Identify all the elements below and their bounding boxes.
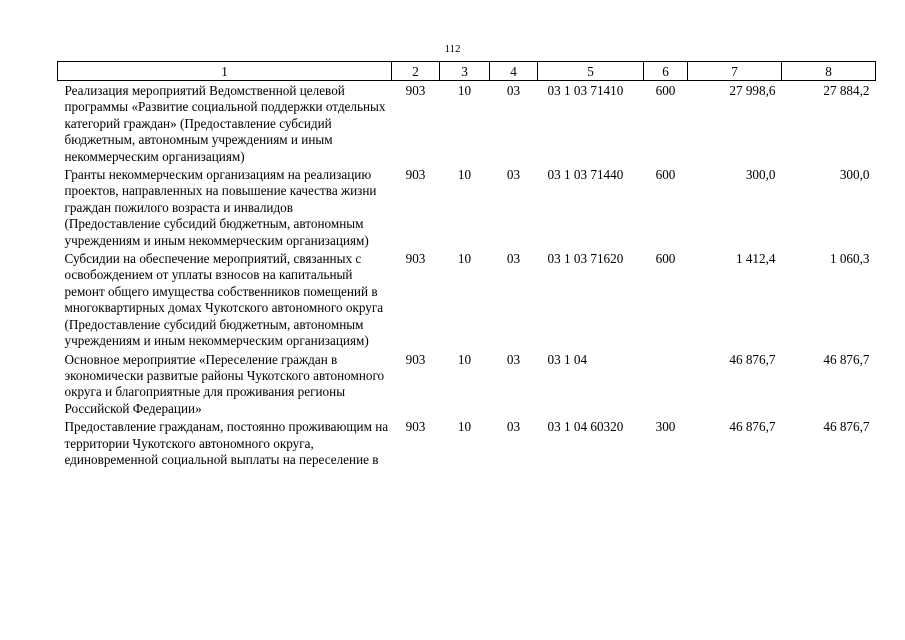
row-ministry: 903: [405, 351, 426, 367]
row-amount-fact: 46 876,7: [823, 351, 870, 367]
row-amount-plan: 300,0: [745, 167, 776, 183]
header-col-8: 8: [782, 62, 876, 81]
row-subsection: 03: [506, 351, 521, 367]
budget-table: [57, 61, 876, 468]
header-col-3: 3: [440, 62, 490, 81]
row-name: Предоставление гражданам, постоянно проживающим на территории Чукотского автономного округа, единовременной социальной выплаты на переселение в: [64, 419, 389, 467]
row-ministry: 903: [405, 167, 426, 183]
header-col-1: 1: [58, 62, 392, 81]
row-section: 10: [457, 251, 472, 267]
header-col-5: 5: [538, 62, 644, 81]
header-col-2: 2: [392, 62, 440, 81]
row-subsection: 03: [506, 167, 521, 183]
table-row: [58, 350, 876, 418]
row-amount-plan: 46 876,7: [729, 351, 776, 367]
header-col-4: 4: [490, 62, 538, 81]
row-section: 10: [457, 351, 472, 367]
row-expense-type: [644, 350, 688, 418]
row-section: 10: [457, 419, 472, 435]
row-section: 10: [457, 167, 472, 183]
row-amount-fact: 300,0: [839, 167, 870, 183]
row-amount-fact: 27 884,2: [823, 83, 870, 98]
table-row: [58, 165, 876, 249]
row-target: 03 1 04: [547, 351, 588, 367]
row-ministry: 903: [405, 251, 426, 267]
row-expense-type: 600: [655, 167, 676, 183]
row-subsection: 03: [506, 251, 521, 267]
row-expense-type: 600: [655, 83, 676, 98]
row-ministry: 903: [405, 83, 426, 98]
row-amount-plan: 1 412,4: [735, 251, 776, 267]
row-amount-plan: 27 998,6: [729, 83, 776, 98]
row-amount-fact: 1 060,3: [829, 251, 870, 267]
row-name: Основное мероприятие «Переселение граждан в экономически развитые районы Чукотского автономного округа и благоприятные для проживания регионы Российской Федерации»: [64, 351, 385, 416]
table-row: [58, 249, 876, 349]
page-number: 112: [444, 43, 461, 55]
row-amount-fact: 46 876,7: [823, 419, 870, 435]
row-subsection: 03: [506, 83, 521, 98]
header-col-6: 6: [644, 62, 688, 81]
row-section: 10: [457, 83, 472, 98]
row-name: Субсидии на обеспечение мероприятий, связанных с освобождением от уплаты взносов на капитальный ремонт общего имущества собственников помещений в многоквартирных домах Чукотского автономного округа (Предоставление субсидий бюджетным, автономным учреждениям и иным некоммерческим организациям): [64, 251, 384, 349]
row-expense-type: 300: [655, 419, 676, 435]
row-amount-plan: 46 876,7: [729, 419, 776, 435]
row-expense-type: 600: [655, 251, 676, 267]
header-col-7: 7: [688, 62, 782, 81]
row-target: 03 1 03 71620: [547, 251, 624, 267]
row-name: Гранты некоммерческим организациям на реализацию проектов, направленных на повышение качества жизни граждан пожилого возраста и инвалидов (Предоставление субсидий бюджетным, автономным учреждениям и иным некоммерческим организациям): [64, 167, 377, 248]
row-target: 03 1 03 71410: [547, 83, 624, 98]
header-row: [58, 62, 876, 81]
row-target: 03 1 04 60320: [547, 419, 624, 435]
row-subsection: 03: [506, 419, 521, 435]
table-row: [58, 417, 876, 468]
row-ministry: 903: [405, 419, 426, 435]
row-target: 03 1 03 71440: [547, 167, 624, 183]
table-row: [58, 81, 876, 166]
row-name: Реализация мероприятий Ведомственной целевой программы «Развитие социальной поддержки отдельных категорий граждан» (Предоставление субсидий бюджетным, автономным учреждениям и иным некоммерческим организациям): [64, 83, 386, 164]
